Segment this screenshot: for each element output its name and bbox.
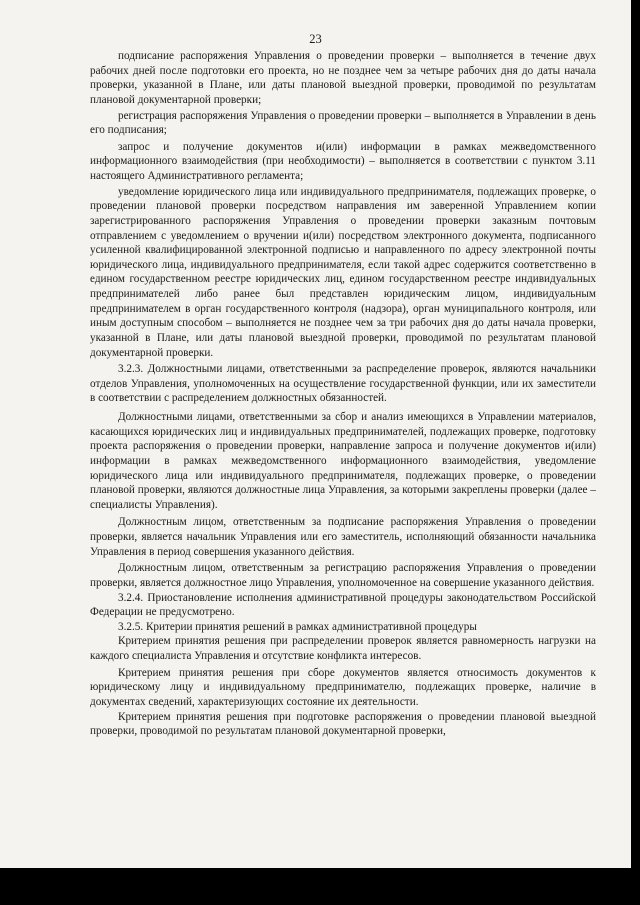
paragraph: запрос и получение документов и(или) информации в рамках межведомственного информационного взаимодействия (при необходимости) – выполняется в соответствии с пунктом 3.11 настоящего Административного регламента; bbox=[90, 140, 596, 182]
paragraph: Должностными лицами, ответственными за сбор и анализ имеющихся в Управлении материалов, касающихся юридических лиц и индивидуальных предпринимателей, подлежащих проверке, подготовку проекта распоряжения о проведении проверки, направление запроса и получение документов и(или) информации в рамках межведомственного информационного взаимодействия, уведомление юридического лица или индивидуального предпринимателя, подлежащих проверке, о проведении плановой проверки, являются должностные лица Управления, за которыми закреплены проверки (далее – специалисты Управления). bbox=[90, 411, 596, 511]
paragraph: уведомление юридического лица или индивидуального предпринимателя, подлежащих проверке, о проведении плановой проверки посредством направления им заверенной Управлением копии зарегистрированного распоряжения Управления о проведении проверки заказным почтовым отправлением с уведомлением о вручении и(или) посредством электронного документа, подписанного усиленной квалифицированной электронной подписью и направленного по адресу электронной почты юридического лица, индивидуального предпринимателя, если такой адрес содержится соответственно в едином государственном реестре юридических лиц, едином государственном реестре индивидуальных предпринимателей либо ранее был представлен юридическим лицом, индивидуальным предпринимателем в орган государственного контроля (надзора), орган муниципального контроля, или иным доступным способом – выполняется не позднее чем за три рабочих дня до даты начала проверки, указанной в Плане, или даты плановой выездной проверки, проводимой по результатам плановой документарной проверки. bbox=[90, 185, 596, 359]
paragraph: 3.2.4. Приостановление исполнения административной процедуры законодательством Российской Федерации не предусмотрено. bbox=[90, 591, 596, 619]
paragraph: Должностным лицом, ответственным за подписание распоряжения Управления о проведении проверки, является начальник Управления или его заместитель, исполняющий обязанности начальника Управления в период совершения указанного действия. bbox=[90, 516, 596, 558]
scan-border-bottom bbox=[0, 868, 640, 905]
page-number: 23 bbox=[309, 32, 322, 46]
paragraph: подписание распоряжения Управления о проведении проверки – выполняется в течение двух рабочих дней после подготовки его проекта, но не позднее чем за четыре рабочих дня до даты начала проверки, указанной в Плане, или даты плановой выездной проверки, проводимой по результатам плановой документарной проверки; bbox=[90, 50, 596, 106]
paragraph: 3.2.3. Должностными лицами, ответственными за распределение проверок, являются начальники отделов Управления, уполномоченных на осуществление государственной функции, или их заместители в соответствии с распределением должностных обязанностей. bbox=[90, 363, 596, 405]
paragraph: регистрация распоряжения Управления о проведении проверки – выполняется в Управлении в день его подписания; bbox=[90, 109, 596, 137]
paragraph: Должностным лицом, ответственным за регистрацию распоряжения Управления о проведении проверки, является должностное лицо Управления, уполномоченное на совершение указанного действия. bbox=[90, 562, 596, 589]
scan-border-right bbox=[631, 0, 640, 905]
paragraph: Критерием принятия решения при сборе документов является относимость документов к юридическому лицу и индивидуальному предпринимателю, подлежащих проверке, наличие в документах сведений, характеризующих состояние их деятельности. bbox=[90, 666, 596, 708]
paragraph: Критерием принятия решения при распределении проверок является равномерность нагрузки на каждого специалиста Управления и отсутствие конфликта интересов. bbox=[90, 635, 596, 662]
paragraph: Критерием принятия решения при подготовке распоряжения о проведении плановой выездной проверки, проводимой по результатам плановой документарной проверки, bbox=[90, 710, 596, 738]
document-body bbox=[90, 49, 596, 739]
paragraph: 3.2.5. Критерии принятия решений в рамках административной процедуры bbox=[118, 620, 477, 633]
